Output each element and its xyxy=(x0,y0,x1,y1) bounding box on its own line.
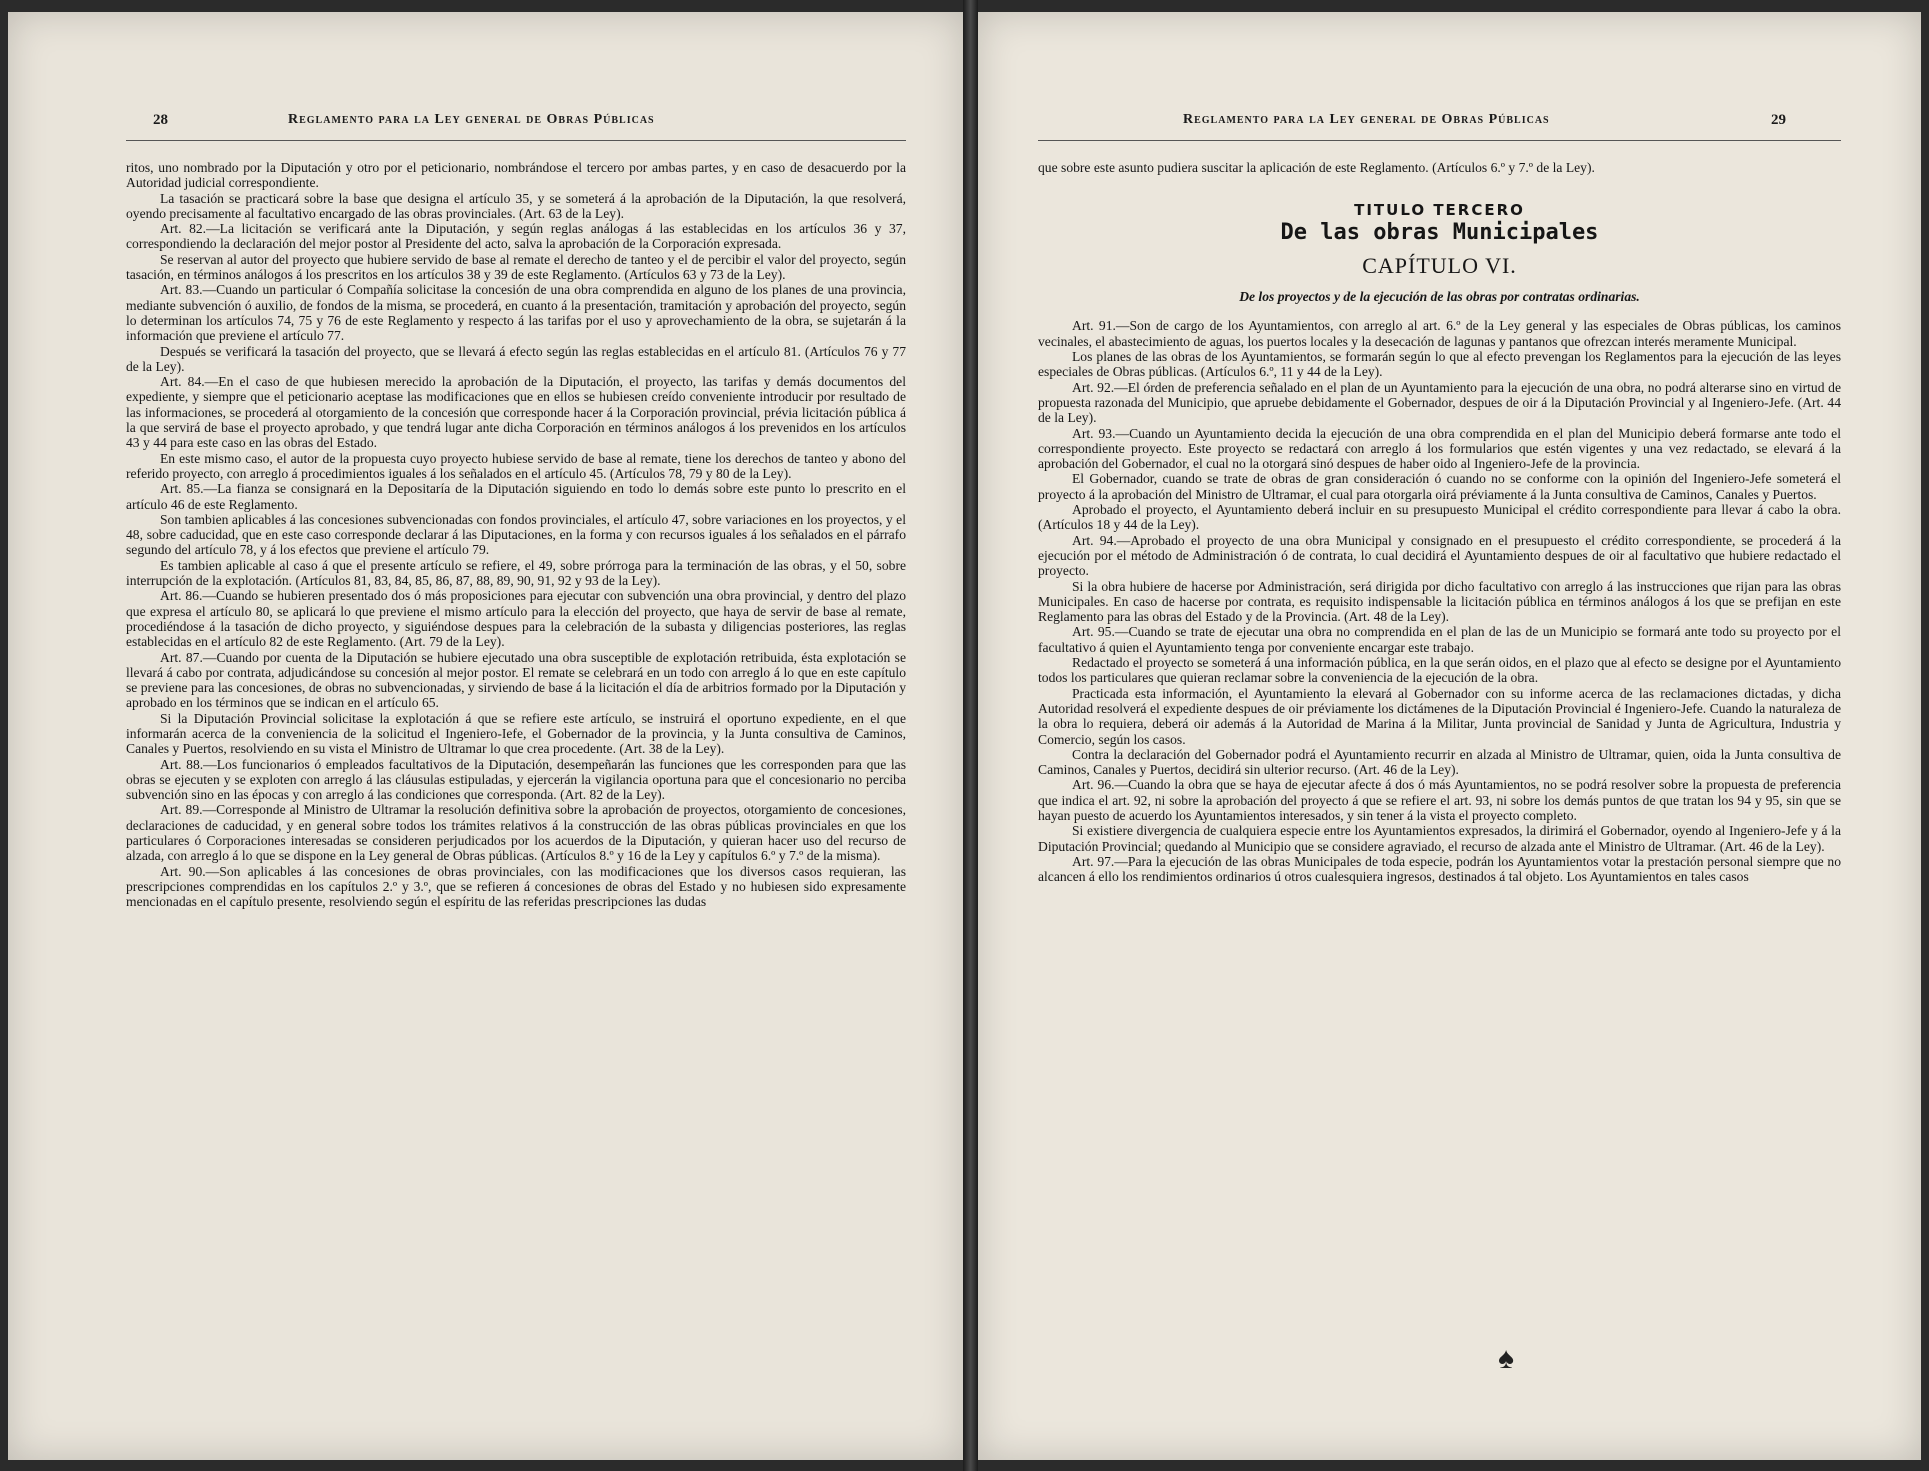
paragraph: Es tambien aplicable al caso á que el presente artículo se refiere, el 49, sobre prórroga para la terminación de las obras, y el 50, sobre interrupción de la explotación. (Artículos 81, 83, 84, 85, 86, 87, 88, 89, 90, 91, 92 y 93 de la Ley). xyxy=(126,557,906,589)
paragraph: Los planes de las obras de los Ayuntamientos, se formarán según lo que al efecto prevengan los Reglamentos para la ejecución de las leyes especiales de Obras públicas. (Artículos 6.º, 11 y 44 de la Ley). xyxy=(1038,349,1841,380)
paragraph: Art. 94.—Aprobado el proyecto de una obra Municipal y consignado en el presupuesto el crédito correspondiente, se procederá á la ejecución por el método de Administración ó de contrata, lo cual decidirá el Ayuntamiento despues de oir al facultativo que hubiere redactado el proyecto. xyxy=(1038,532,1841,579)
book-gutter xyxy=(963,0,978,1471)
right-paragraphs xyxy=(1038,318,1841,884)
paragraph: Redactado el proyecto se someterá á una información pública, en la que serán oidos, en el plazo que al efecto se designe por el Ayuntamiento todos los particulares que quieran reclamar sobre la conveniencia de la ejecución de la obra. xyxy=(1038,655,1841,686)
paragraph: Art. 84.—En el caso de que hubiesen merecido la aprobación de la Diputación, el proyecto, las tarifas y demás documentos del expediente, y siempre que el peticionario aceptase las modificaciones que en ellos se hubiesen creído conveniente introducir por resultado de las informaciones, se procederá al otorgamiento de la concesión que corresponde hacer á la Corporación provincial, prévia licitación pública á la que servirá de base el proyecto aprobado, y que tendrá lugar ante dicha Corporación en términos análogos á los prevenidos en los artículos 43 y 44 para este caso en las obras del Estado. xyxy=(126,374,906,451)
paragraph: Art. 89.—Corresponde al Ministro de Ultramar la resolución definitiva sobre la aprobación de proyectos, otorgamiento de concesiones, declaraciones de caducidad, y en general sobre todos los trámites relativos á la construcción de las obras públicas provinciales en que los particulares ó Corporaciones interesadas se consideren perjudicados por los acuerdos de la Diputación, y quieran hacer uso del recurso de alzada, con arreglo á lo que se dispone en la Ley general de Obras públicas. (Artículos 8.º y 16 de la Ley y capítulos 6.º y 7.º de la misma). xyxy=(126,802,906,864)
paragraph: Practicada esta información, el Ayuntamiento la elevará al Gobernador con su informe acerca de las reclamaciones dictadas, y dicha Autoridad resolverá el expediente despues de oir préviamente los dictámenes de la Diputación Provincial é Ingeniero-Jefe. Cuando la naturaleza de la obra lo requiera, deberá oir además á la Autoridad de Marina á la Militar, Junta provincial de Sanidad y Junta de Agricultura, Industria y Comercio, según los casos. xyxy=(1038,685,1841,747)
paragraph: Se reservan al autor del proyecto que hubiere servido de base al remate el derecho de tanteo y el de percibir el valor del proyecto, según tasación, en términos análogos á los prescritos en los artículos 38 y 39 de este Reglamento. (Artículos 63 y 73 de la Ley). xyxy=(126,251,906,283)
printer-ornament-icon: ♠ xyxy=(1498,1342,1514,1375)
paragraph: La tasación se practicará sobre la base que designa el artículo 35, y se someterá á la aprobación de la Diputación, la que resolverá, oyendo precisamente al facultativo encargado de las obras provinciales. (Art. 63 de la Ley). xyxy=(126,190,906,221)
paragraph: Art. 86.—Cuando se hubieren presentado dos ó más proposiciones para ejecutar con subvención una obra provincial, y dentro del plazo que expresa el artículo 80, se aplicará lo que previene el mismo artículo para la elección del proyecto, que haya de servir de base al remate, procediéndose á la tasación de dicho proyecto, y siguiéndose despues para la celebración de la subasta y diligencias posteriores, las reglas establecidas en el artículo 82 de este Reglamento. (Art. 79 de la Ley). xyxy=(126,588,906,650)
left-page-number: 28 xyxy=(153,112,168,128)
right-opening-paragraph: que sobre este asunto pudiera suscitar la aplicación de este Reglamento. (Artículos 6.º y 7.º de la Ley). xyxy=(1038,160,1595,175)
paragraph: Aprobado el proyecto, el Ayuntamiento deberá incluir en su presupuesto Municipal el crédito correspondiente para llevar á cabo la obra. (Artículos 18 y 44 de la Ley). xyxy=(1038,502,1841,533)
paragraph: En este mismo caso, el autor de la propuesta cuyo proyecto hubiese servido de base al remate, tiene los derechos de tanteo y abono del referido proyecto, con arreglo á procedimientos iguales á los señalados en el artículo 45. (Artículos 78, 79 y 80 de la Ley). xyxy=(126,450,906,481)
paragraph: Art. 95.—Cuando se trate de ejecutar una obra no comprendida en el plan de las de un Municipio se formará ante todo su proyecto por el facultativo á quien el Ayuntamiento tenga por conveniente encargar este trabajo. xyxy=(1038,624,1841,655)
paragraph: ritos, uno nombrado por la Diputación y otro por el peticionario, nombrándose el tercero por ambas partes, y en caso de desacuerdo por la Autoridad judicial correspondiente. xyxy=(126,160,906,191)
paragraph: Art. 96.—Cuando la obra que se haya de ejecutar afecte á dos ó más Ayuntamientos, no se podrá resolver sobre la propuesta de preferencia que indica el art. 92, ni sobre la aprobación del proyecto á que se refiere el art. 93, ni sobre los demás puntos de que tratan los 94 y 95, sin que se hayan puesto de acuerdo los Ayuntamientos interesados, y sin tener á la vista el proyecto completo. xyxy=(1038,777,1841,823)
paragraph: El Gobernador, cuando se trate de obras de gran consideración ó cuando no se conforme con la opinión del Ingeniero-Jefe someterá el proyecto á la aprobación del Ministro de Ultramar, el cual para otorgarla oirá préviamente á la Junta consultiva de Caminos, Canales y Puertos. xyxy=(1038,471,1841,502)
paragraph: Art. 97.—Para la ejecución de las obras Municipales de toda especie, podrán los Ayuntamientos votar la prestación personal siempre que no alcancen á ello los rendimientos ordinarios ú otros cualesquiera ingresos, destinados á tal objeto. Los Ayuntamientos en tales casos xyxy=(1038,853,1841,885)
paragraph: Art. 87.—Cuando por cuenta de la Diputación se hubiere ejecutado una obra susceptible de explotación retribuida, ésta explotación se llevará á cabo por contrata, adjudicándose su concesión al mejor postor. El remate se celebrará en un todo con arreglo á lo que en este capítulo se previene para las concesiones, de obras no subvencionadas, y sirviendo de base á la licitación el día de arbitrios formado por la Diputación y aprobado en los términos que se indican en el artículo 65. xyxy=(126,649,906,711)
paragraph: Art. 88.—Los funcionarios ó empleados facultativos de la Diputación, desempeñarán las funciones que les corresponden para que las obras se ejecuten y se exploten con arreglo á las cláusulas estipuladas, y ejercerán la vigilancia oportuna para que el concesionario no perciba subvención sino en las épocas y con arreglo á las condiciones que corresponda. (Art. 82 de la Ley). xyxy=(126,756,906,803)
capitulo-subheading: De los proyectos y de la ejecución de las obras por contratas ordinarias. xyxy=(1239,289,1640,305)
right-page xyxy=(978,12,1921,1460)
paragraph: Después se verificará la tasación del proyecto, que se llevará á efecto según las reglas establecidas en el artículo 81. (Artículos 76 y 77 de la Ley). xyxy=(126,343,906,374)
paragraph: Si existiere divergencia de cualquiera especie entre los Ayuntamientos expresados, la dirimirá el Gobernador, oyendo al Ingeniero-Jefe y á la Diputación Provincial; quedando al Municipio que se considere agraviado, el recurso de alzada ante el Ministro de Ultramar. (Art. 46 de la Ley). xyxy=(1038,823,1841,854)
paragraph: Art. 85.—La fianza se consignará en la Depositaría de la Diputación siguiendo en todo lo demás sobre este punto lo prescrito en el artículo 46 de este Reglamento. xyxy=(126,481,906,512)
left-running-head: Reglamento para la Ley general de Obras Públicas xyxy=(288,112,655,127)
left-body-text xyxy=(126,160,906,910)
right-body-text xyxy=(1038,160,1841,884)
paragraph: Son tambien aplicables á las concesiones subvencionadas con fondos provinciales, el artículo 47, sobre variaciones en los proyectos, y el 48, sobre caducidad, que en este caso corresponde declarar á las Diputaciones, en la forma y con recursos iguales á los señalados en el párrafo segundo del artículo 78, y á los efectos que previene el artículo 79. xyxy=(126,511,906,558)
paragraph: Art. 82.—La licitación se verificará ante la Diputación, y según reglas análogas á las establecidas en los artículos 36 y 37, correspondiendo la declaración del mejor postor al Presidente del acto, salva la aprobación de la Corporación expresada. xyxy=(126,221,906,252)
paragraph: Art. 91.—Son de cargo de los Ayuntamientos, con arreglo al art. 6.º de la Ley general y las especiales de Obras públicas, los caminos vecinales, el abastecimiento de aguas, los puertos locales y la desecación de lagunas y pantanos que ofrezcan interés meramente Municipal. xyxy=(1038,318,1841,349)
titulo-subheading: De las obras Municipales xyxy=(1280,219,1599,245)
left-header-rule xyxy=(126,140,906,141)
paragraph: Art. 93.—Cuando un Ayuntamiento decida la ejecución de una obra comprendida en el plan del Municipio deberá formarse ante todo el correspondiente proyecto. Este proyecto se redactará con arreglo á los formularios que estén vigentes y una vez redactado, se elevará á la aprobación del Gobernador, el cual no la otorgará sinó despues de haber oido al Ingeniero-Jefe de la provincia. xyxy=(1038,425,1841,472)
titulo-heading: TITULO TERCERO xyxy=(1354,201,1525,220)
paragraph: Art. 83.—Cuando un particular ó Compañía solicitase la concesión de una obra comprendida en alguno de los planes de una provincia, mediante subvención ó auxilio, de fondos de la misma, se procederá, en cuanto á la presentación, tramitación y aprobación del proyecto, según lo determinan los artículos 74, 75 y 76 de este Reglamento y respecto á las tarifas por el uso y aprovechamiento de la obra, se sujetarán á la información que previene el artículo 77. xyxy=(126,282,906,344)
paragraph: Contra la declaración del Gobernador podrá el Ayuntamiento recurrir en alzada al Ministro de Ultramar, quien, oida la Junta consultiva de Caminos, Canales y Puertos, decidirá sin ulterior recurso. (Art. 46 de la Ley). xyxy=(1038,746,1841,778)
right-page-number: 29 xyxy=(1771,112,1786,128)
right-running-head: Reglamento para la Ley general de Obras Públicas xyxy=(1183,112,1550,127)
capitulo-heading: CAPÍTULO VI. xyxy=(1362,252,1517,278)
paragraph: Si la obra hubiere de hacerse por Administración, será dirigida por dicho facultativo con arreglo á las instrucciones que rijan para las obras Municipales. En caso de hacerse por contrata, es requisito indispensable la licitación pública en términos análogos á los que se prefijan en este Reglamento para las obras del Estado y de la Provincia. (Art. 48 de la Ley). xyxy=(1038,578,1841,625)
paragraph: Art. 90.—Son aplicables á las concesiones de obras provinciales, con las modificaciones que los diversos casos requieran, las prescripciones comprendidas en los capítulos 2.º y 3.º, que se refieren á concesiones de obras del Estado y no hubiesen sido expresamente mencionadas en el capítulo presente, resolviendo según el espíritu de las referidas prescripciones las dudas xyxy=(126,863,906,910)
left-page xyxy=(8,12,963,1460)
paragraph: Si la Diputación Provincial solicitase la explotación á que se refiere este artículo, se instruirá el oportuno expediente, en el que informarán acerca de la conveniencia de la solicitud el Ingeniero-Iefe, el Gobernador de la provincia, y la Junta consultiva de Caminos, Canales y Puertos, resolviendo en su vista el Ministro de Ultramar lo que crea procedente. (Art. 38 de la Ley). xyxy=(126,710,906,757)
paragraph: Art. 92.—El órden de preferencia señalado en el plan de un Ayuntamiento para la ejecución de una obra, no podrá alterarse sino en virtud de propuesta razonada del Municipio, que apruebe debidamente el Gobernador, despues de oir á la Diputación Provincial y al Ingeniero-Jefe. (Art. 44 de la Ley). xyxy=(1038,379,1841,426)
right-header-rule xyxy=(1038,140,1841,141)
